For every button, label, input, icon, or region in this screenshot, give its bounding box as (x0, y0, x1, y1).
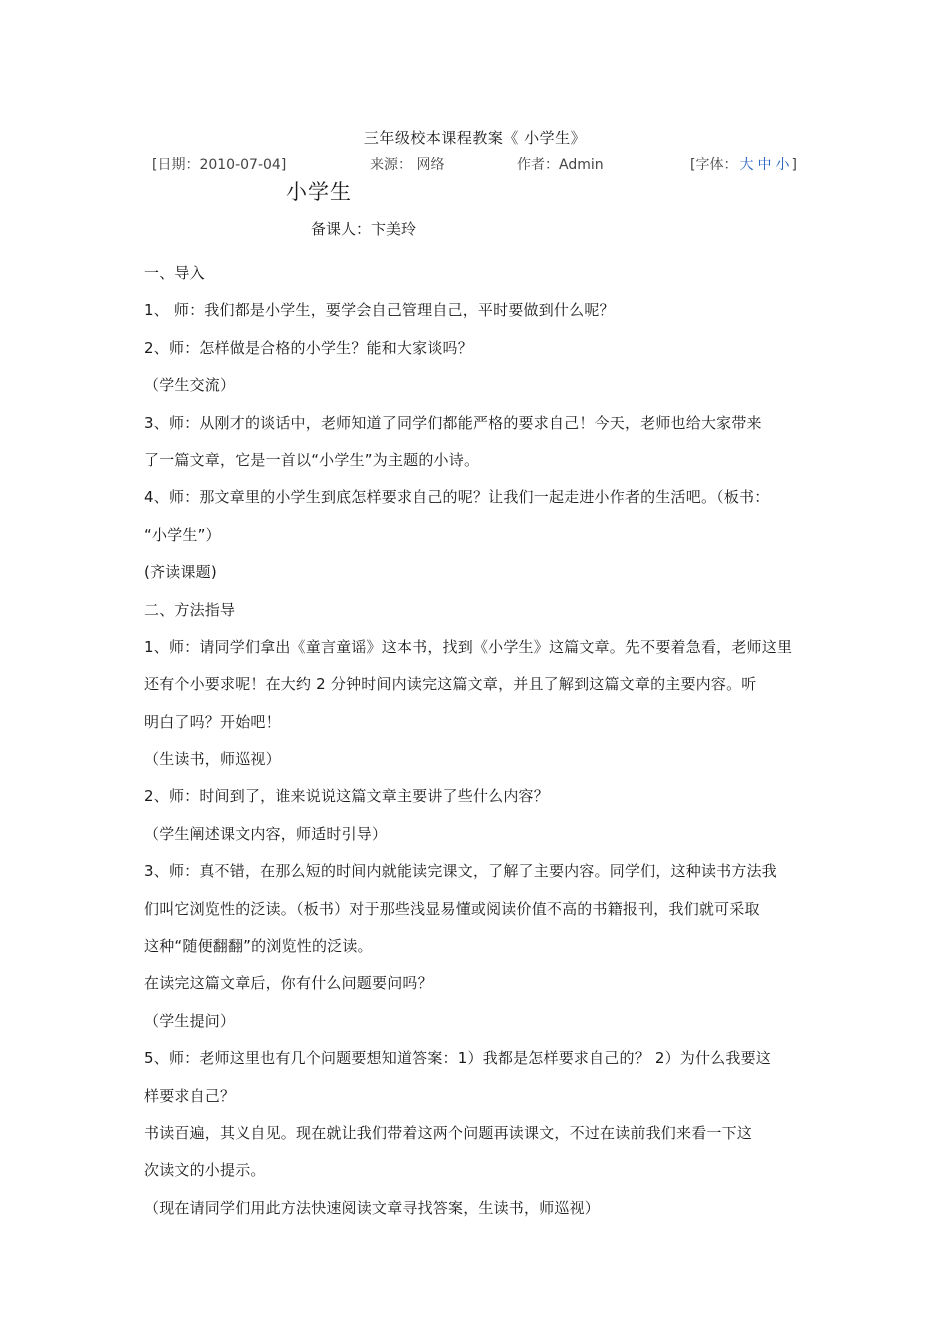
body-line: 书读百遍，其义自见。现在就让我们带着这两个问题再读课文，不过在读前我们来看一下这 (144, 1123, 753, 1142)
body-line: 了一篇文章，它是一首以“小学生”为主题的小诗。 (144, 450, 480, 469)
author-label: 作者：Admin (517, 157, 604, 173)
body-line: 明白了吗？开始吧！ (144, 712, 281, 731)
body-line: 5、师：老师这里也有几个问题要想知道答案：1）我都是怎样要求自己的？ 2）为什么我要这 (144, 1049, 772, 1068)
font-large-link[interactable]: 大 (739, 157, 754, 173)
body-line: 这种“随便翻翻”的浏览性的泛读。 (144, 937, 373, 956)
body-line: 1、 师：我们都是小学生，要学会自己管理自己，平时要做到什么呢？ (144, 301, 615, 320)
body-line: 3、师：真不错，在那么短的时间内就能读完课文，了解了主要内容。同学们，这种读书方法我 (144, 862, 777, 881)
body-line: 样要求自己？ (144, 1086, 236, 1105)
body-line: 还有个小要求呢！在大约 2 分钟时间内读完这篇文章，并且了解到这篇文章的主要内容。听 (144, 675, 757, 694)
body-line: 2、师：怎样做是合格的小学生？能和大家谈吗？ (144, 338, 473, 357)
document-title: 三年级校本课程教案《 小学生》 (363, 129, 587, 147)
body-line: 2、师：时间到了，谁来说说这篇文章主要讲了些什么内容？ (144, 787, 549, 806)
body-line: 一、导入 (144, 264, 205, 282)
body-line: 次读文的小提示。 (144, 1161, 266, 1180)
body-line: (齐读课题) (144, 563, 217, 582)
source-label: 来源： 网络 (370, 157, 445, 173)
lesson-body (144, 255, 824, 1227)
font-small-link[interactable]: 小 (775, 157, 790, 173)
body-line: 二、方法指导 (144, 600, 236, 619)
body-line: 4、师：那文章里的小学生到底怎样要求自己的呢？让我们一起走进小作者的生活吧。（板书： (144, 488, 770, 507)
body-line: （生读书，师巡视） (144, 750, 281, 769)
body-line: （学生提问） (144, 1011, 236, 1030)
body-line: 们叫它浏览性的泛读。（板书）对于那些浅显易懂或阅读价值不高的书籍报刊，我们就可采取 (144, 899, 760, 918)
body-line: （现在请同学们用此方法快速阅读文章寻找答案，生读书，师巡视） (144, 1198, 601, 1217)
body-line: 1、师：请同学们拿出《童言童谣》这本书，找到《小学生》这篇文章。先不要着急看，老师这里 (144, 637, 793, 656)
article-meta (0, 154, 950, 174)
lesson-heading: 小学生 (286, 180, 352, 204)
preparer-line: 备课人：卞美玲 (311, 220, 417, 238)
font-size-suffix: ] (791, 157, 797, 173)
body-line: 在读完这篇文章后，你有什么问题要问吗？ (144, 974, 433, 993)
body-line: （学生交流） (144, 376, 236, 395)
publish-date: [日期：2010-07-04] (152, 157, 287, 173)
body-line: 3、师：从刚才的谈话中，老师知道了同学们都能严格的要求自己！今天，老师也给大家带来 (144, 413, 762, 432)
body-line: （学生阐述课文内容，师适时引导） (144, 824, 388, 843)
font-medium-link[interactable]: 中 (757, 157, 772, 173)
font-size-prefix: [字体： (690, 157, 738, 173)
body-line: “小学生”） (144, 525, 221, 544)
font-size-selector (690, 154, 797, 174)
